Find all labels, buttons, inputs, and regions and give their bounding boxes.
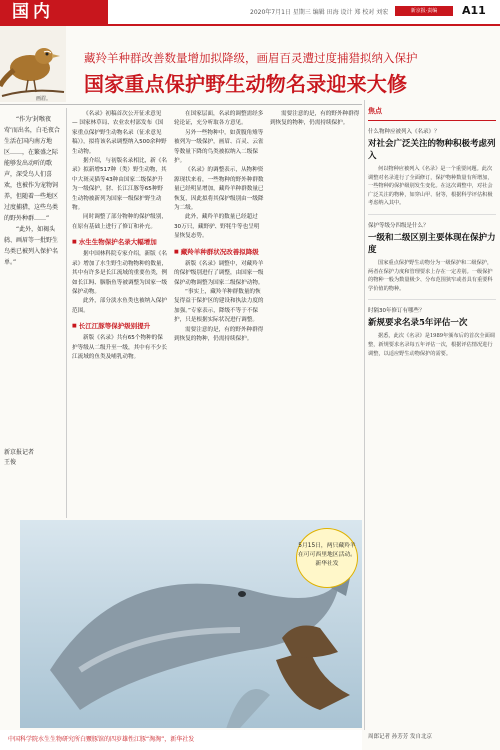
bird-caption: 画眉。 bbox=[36, 96, 52, 102]
sidebar-separator bbox=[368, 214, 496, 215]
sidebar-answer-title: 新规要求名录5年评估一次 bbox=[368, 318, 468, 329]
byline bbox=[4, 448, 58, 482]
article-paragraph: 同时调整了部分物种的保护级别，在原有基础上进行了修订和补充。 bbox=[72, 214, 167, 230]
section-heading: ■ 水生生物保护名录大幅增加 bbox=[72, 236, 168, 248]
article-column-3 bbox=[174, 110, 264, 518]
column-divider bbox=[66, 108, 67, 518]
sidebar-question: 什么物种应被列入《名录》？ bbox=[368, 129, 440, 135]
subtitle: 藏羚羊种群改善数量增加拟降级，画眉百灵遭过度捕猎拟纳入保护 bbox=[84, 51, 418, 65]
article-paragraph: 新版《名录》共有65个物种的保护等级从二级升至一级，其中有不少长江流域的鱼类及哺乳动物。 bbox=[72, 335, 168, 360]
sidebar-answer-text: 据悉，此次《名录》是1989年颁布后的首次全面调整，新规要求名录每五年评估一次，根据评估情况进行调整，以适应野生动物保护的需要。 bbox=[368, 333, 495, 357]
headline-divider bbox=[0, 104, 362, 105]
sidebar-separator bbox=[368, 299, 496, 300]
article-paragraph: 据中国林科院专家介绍，新版《名录》增加了水生野生动物物种的数量，其中有许多是长江流域的重要鱼类，例如长江鲟、胭脂鱼等被调整为国家一级保护动物。 bbox=[72, 251, 168, 295]
article-paragraph: 需要注意的是，有的野外种群得到恢复的物种，仍需持续保护。 bbox=[174, 326, 264, 342]
section-tag: 国内 bbox=[0, 0, 108, 24]
article-paragraph: 此外，部分淡水鱼类也被纳入保护范围。 bbox=[72, 298, 167, 314]
article-paragraph: 此外，藏羚羊的数量已经超过30万只，藏野驴、野牦牛等也呈明显恢复态势。 bbox=[174, 214, 260, 240]
article-column-2 bbox=[72, 110, 168, 518]
article-paragraph: 需要注意的是，有的野外种群得到恢复的物种，仍需持续保护。 bbox=[270, 111, 360, 127]
article-paragraph: 据介绍，与初版名录相比，新《名录》拟新增517种（类）野生动物，其中大斑灵猫等43种由国家二级保护升为一级保护，豺、长江江豚等65种野生动物被新列为国家一级保护野生动物。 bbox=[72, 158, 167, 212]
sidebar-answer-text: 何以物种应被列入《名录》是一个重要问题。此次调整对名录进行了全面修订，保护物种数量有所增加，一些物种的保护级别发生变化。在这次调整中，对社会广泛关注的物种，如穿山甲、豺等，根据科学评估积极考虑纳入其中。 bbox=[368, 166, 493, 207]
masthead-rule bbox=[0, 24, 500, 26]
section-heading: ■ 长江江豚等保护级别提升 bbox=[72, 320, 168, 332]
intro-paragraph: “此外，如褐头鸫、画眉等一批野生鸟类已被列入保护名单。” bbox=[4, 226, 59, 266]
sidebar-question: 保护等级分四级是什么？ bbox=[368, 222, 429, 229]
callout-credit: 新华社发 bbox=[315, 561, 339, 567]
byline-name: 王俊 bbox=[4, 459, 17, 466]
editor-tag: 新京报·责编 bbox=[395, 6, 453, 16]
sidebar-answer-title: 对社会广泛关注的物种积极考虑列入 bbox=[368, 139, 496, 161]
focus-sidebar bbox=[368, 102, 496, 732]
article-paragraph: 新版《名录》调整中，对藏羚羊的保护级别进行了调整，由国家一级保护动物调整为国家二级保护动物。 bbox=[174, 260, 264, 286]
article-paragraph: “事实上，藏羚羊种群数量的恢复得益于保护区的建设和执法力度的加强。”专家表示，降级不等于不保护，只是根据实际状况进行调整。 bbox=[174, 288, 264, 324]
bird-illustration bbox=[0, 26, 66, 102]
sidebar-question: 时隔30年修订有哪些？ bbox=[368, 308, 425, 315]
section-heading: ■ 藏羚羊种群状况改善拟降级 bbox=[174, 246, 264, 258]
article-paragraph: 《名录》的调整表示，从物种资源现状来看，一些物种的野外种群数量已经明显增加，藏羚羊种群数量已恢复，因此拟将其保护级别由一级降为二级。 bbox=[174, 167, 264, 212]
page-number: A11 bbox=[462, 4, 486, 17]
sidebar-answer-title: 一级和二级区别主要体现在保护力度 bbox=[368, 232, 496, 255]
photo-caption: 中国科学院水生生物研究所白鱀豚馆的四岁雄性江豚“淘淘”，新华社发 bbox=[0, 730, 362, 750]
sidebar-header: 焦点 bbox=[368, 102, 496, 121]
sidebar-editor: 周郎记者 孙芳芳 发自北京 bbox=[368, 734, 432, 740]
article-paragraph: 《名录》初稿首次公开征求意见 — 国家林草局、农业农村部发布《国家重点保护野生动物名录（征求意见稿）》，拟将该名录调整纳入500余种野生动物。 bbox=[72, 111, 167, 155]
masthead-info: 2020年7月1日 星期三 编辑 田海 设计 郑 校对 刘宏 bbox=[250, 9, 389, 16]
article-column-4 bbox=[270, 110, 362, 518]
byline-role: 新京报记者 bbox=[4, 449, 35, 456]
headline: 国家重点保护野生动物名录迎来大修 bbox=[84, 72, 408, 96]
article-paragraph: 在国家层面，名录的调整需经多轮论证，充分听取各方意见。 bbox=[174, 111, 264, 127]
sidebar-answer-text: 国家重点保护野生动物分为一级保护和二级保护，两者在保护力度和管理要求上存在一定差别。一级保护的物种一般为数量极少、分布范围狭窄或者具有重要科学价值的物种。 bbox=[368, 259, 493, 292]
article-paragraph: 另外一些物种中，如黄腹角雉等被列为一级保护，画眉、百灵、云雀等数量下降的鸟类被拟纳入二级保护。 bbox=[174, 129, 264, 165]
antelope-callout bbox=[296, 528, 358, 588]
masthead bbox=[0, 0, 500, 24]
intro-paragraph: “作为‘封喉夜莺’而出名，白毛夜合生活在国内南方地区……，在繁盛之际能够发出动听的歌声，深受鸟人们喜欢，也被作为宠物饲养，但随着一些地区过度捕猎，这些鸟类的野外种群……” bbox=[4, 116, 60, 222]
intro-column bbox=[4, 114, 62, 454]
callout-text: 5月15日，两只藏羚羊在可可西里地区活动。 bbox=[298, 543, 356, 558]
sidebar-divider bbox=[364, 100, 365, 730]
